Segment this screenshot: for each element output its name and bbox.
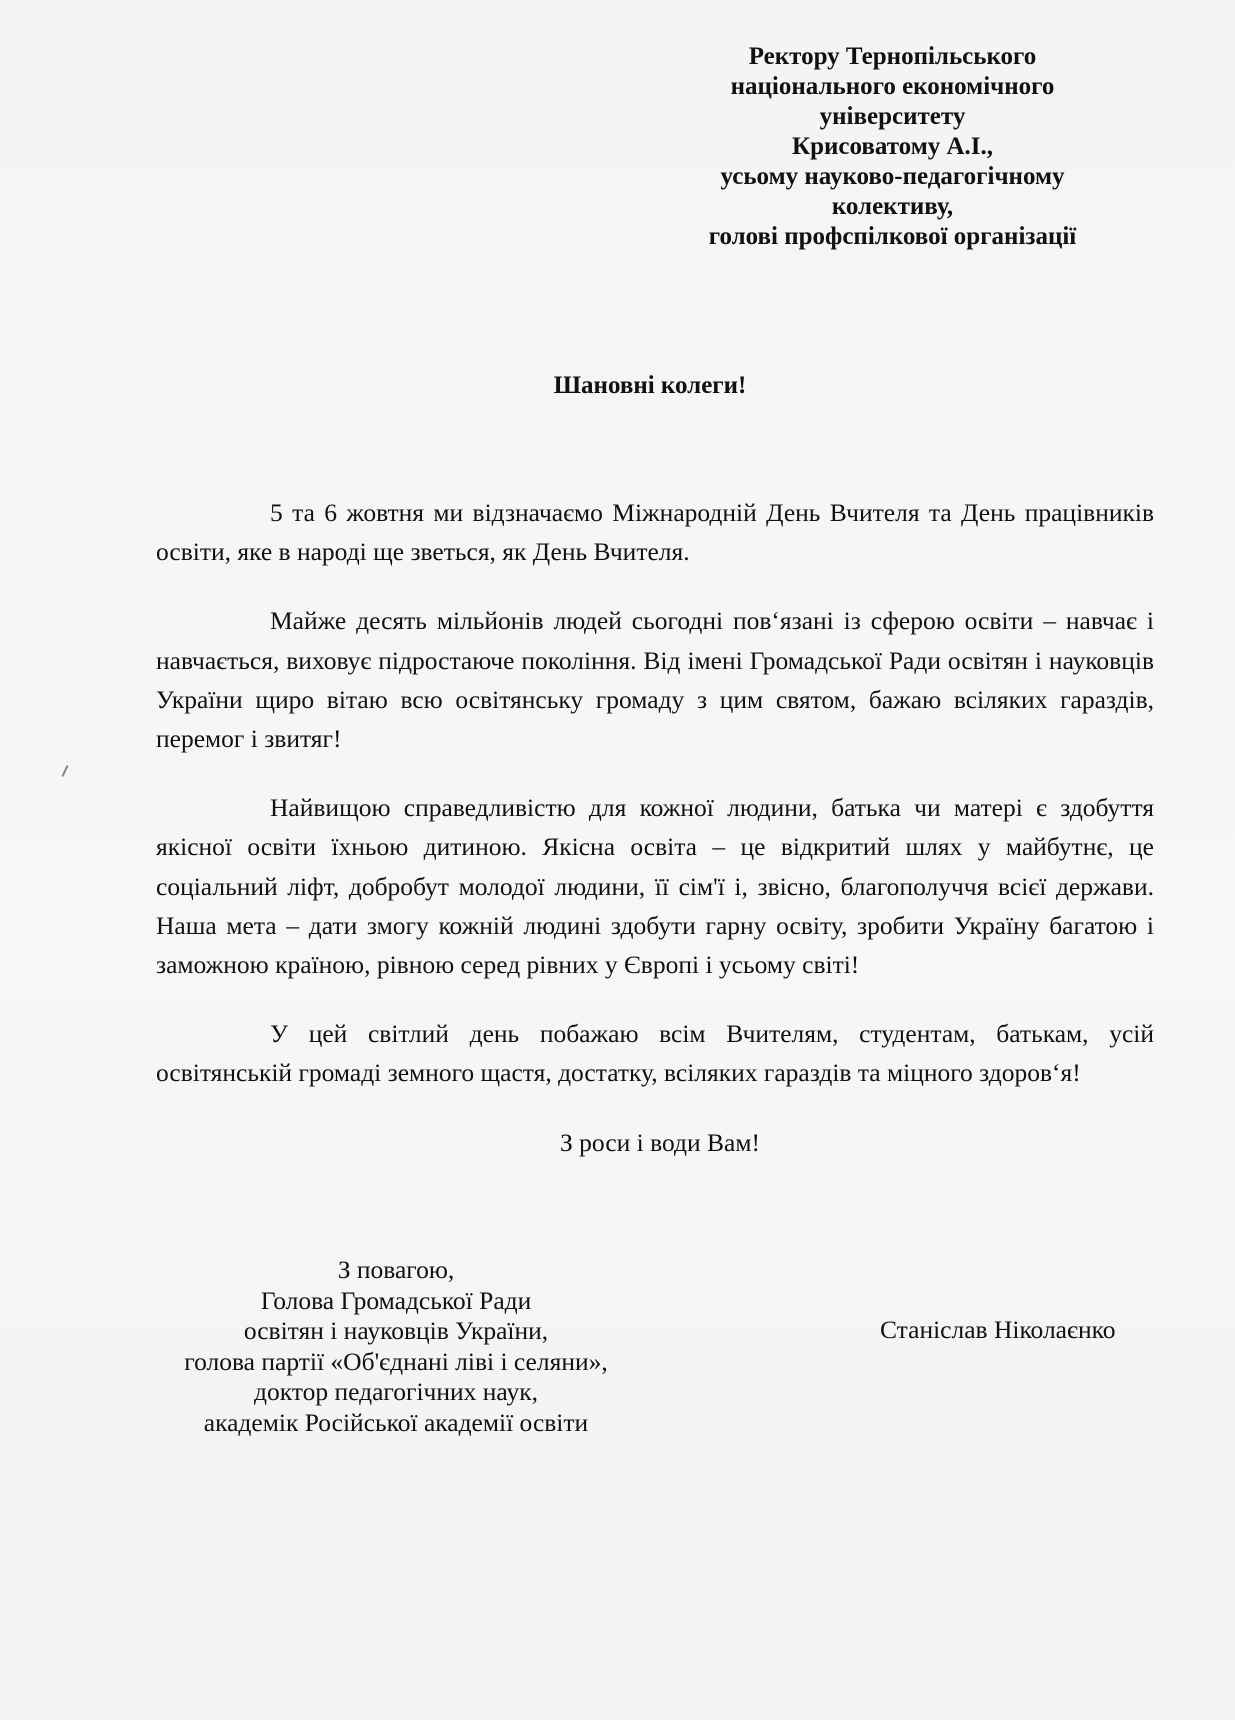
signature-line: Голова Громадської Ради <box>260 1285 532 1315</box>
letter-body <box>156 493 1154 1162</box>
body-paragraph: У цей світлий день побажаю всім Вчителям, студентам, батькам, усій освітянській громаді земного щастя, достатку, всіляких гараздів та міцного здоров‘я! <box>156 1019 1154 1088</box>
body-paragraph: Найвищою справедливістю для кожної людини, батька чи матері є здобуття якісної освіти їхньою дитиною. Якісна освіта – це відкритий шлях у майбутнє, це соціальний ліфт, добробут молодої людини, її сім'ї і, звісно, благополуччя всієї держави. Наша мета – дати змогу кожній людині здобути гарну освіту, зробити Україну багатою і заможною країною, рівною серед рівних у Європі і усьому світі! <box>156 793 1154 980</box>
signer-name: Станіслав Ніколаєнко <box>880 1315 1116 1344</box>
body-paragraph: 5 та 6 жовтня ми відзначаємо Міжнародній День Вчителя та День працівників освіти, яке в народі ще зветься, як День Вчителя. <box>156 498 1154 567</box>
signature-line: З повагою, <box>337 1255 455 1284</box>
signature-line: академік Російської академії освіти <box>203 1407 589 1437</box>
signature-line: доктор педагогічних наук, <box>254 1377 538 1406</box>
addressee-line: Крисоватому А.І., <box>791 133 994 160</box>
signature-line: голова партії «Об'єднані ліві і селяни», <box>184 1346 608 1376</box>
addressee-line: колективу, <box>831 193 954 220</box>
signature-block <box>156 1255 636 1438</box>
scan-mark <box>62 765 69 777</box>
addressee-line: голові профспілкової організації <box>708 223 1077 250</box>
addressee-block <box>650 42 1135 252</box>
addressee-line: університету <box>819 103 966 130</box>
addressee-line: усьому науково-педагогічному <box>720 163 1065 190</box>
body-paragraph: Майже десять мільйонів людей сьогодні пов‘язані із сферою освіти – навчає і навчається, виховує підростаюче покоління. Від імені Громадської Ради освітян і науковців України щиро вітаю всю освітянську громаду з цим святом, бажаю всіляких гараздів, перемог і звитяг! <box>156 606 1154 754</box>
closing-line: З роси і води Вам! <box>560 1127 760 1157</box>
addressee-line: Ректору Тернопільського <box>748 43 1037 70</box>
addressee-line: національного економічного <box>730 73 1055 100</box>
salutation: Шановні колеги! <box>553 372 747 399</box>
signature-line: освітян і науковців України, <box>243 1316 549 1345</box>
